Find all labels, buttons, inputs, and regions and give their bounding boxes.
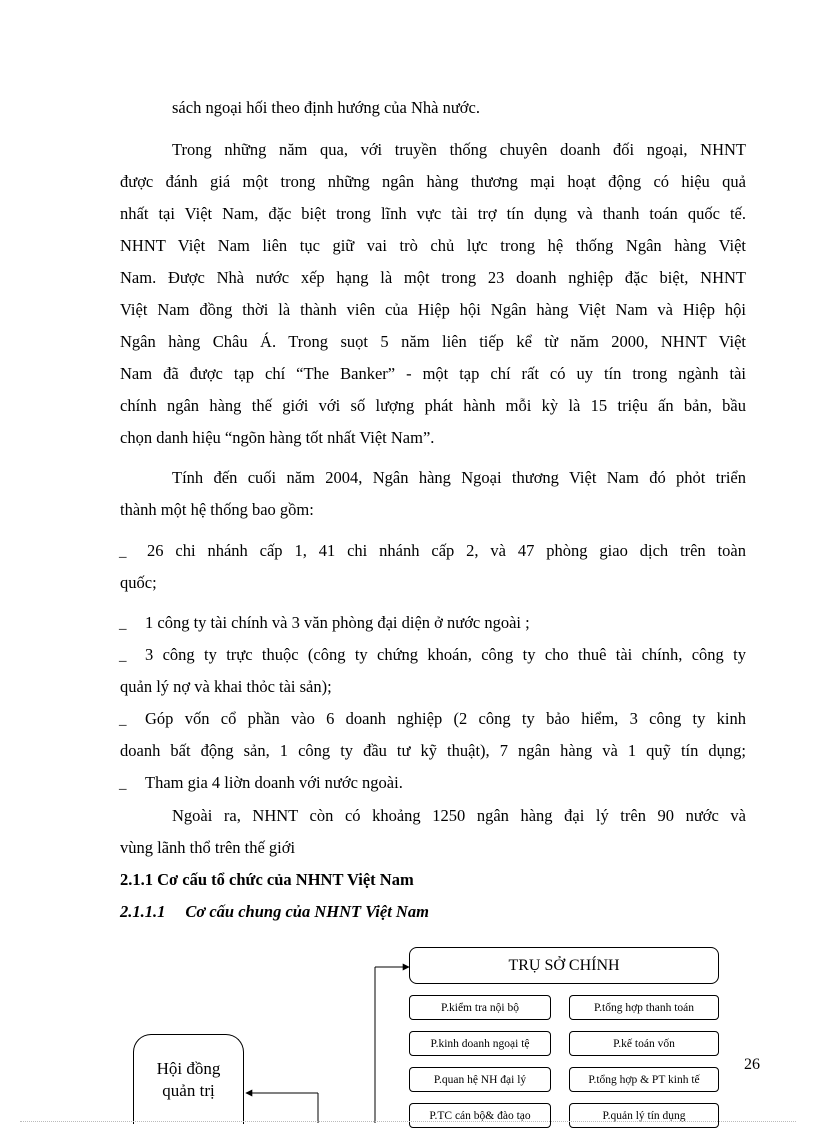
department-box [409,1031,551,1056]
text-line: Việt Nam đồng thời là thành viên của Hiệp hội Ngân hàng Việt Nam và Hiệp hội [120,300,746,319]
subsection-title: Cơ cấu chung của NHNT Việt Nam [185,902,429,921]
bullet-marker: _ [119,544,127,560]
board-box [133,1034,244,1124]
bullet-marker: _ [119,712,127,728]
text-line: doanh bất động sản, 1 công ty đầu tư kỹ thuật), 7 ngân hàng và 1 quỹ tín dụng; [120,741,746,760]
list-item: Góp vốn cổ phần vào 6 doanh nghiệp (2 công ty bảo hiểm, 3 công ty kinh [145,709,746,728]
department-box [409,1067,551,1092]
text-line: Tính đến cuối năm 2004, Ngân hàng Ngoại thương Việt Nam đó phỏt triển [172,468,746,487]
text-line: Trong những năm qua, với truyền thống chuyên doanh đối ngoại, NHNT [172,140,746,159]
department-label: P.quản lý tín dụng [602,1109,686,1122]
text-line: chọn danh hiệu “ngõn hàng tốt nhất Việt Nam”. [120,428,435,447]
department-box [569,1067,719,1092]
department-label: P.kế toán vốn [613,1037,675,1050]
text-line: Nam đã được tạp chí “The Banker” - một tạp chí rất có uy tín trong ngành tài [120,364,746,383]
page-edge-rule [20,1121,796,1122]
bullet-marker: _ [119,616,127,632]
text-line: sách ngoại hối theo định hướng của Nhà nước. [172,98,480,117]
text-line: NHNT Việt Nam liên tục giữ vai trò chủ lực trong hệ thống Ngân hàng Việt [120,236,746,255]
board-label-line: quản trị [162,1080,215,1100]
bullet-marker: _ [119,648,127,664]
text-line: Ngoài ra, NHNT còn có khoảng 1250 ngân hàng đại lý trên 90 nước và [172,806,746,825]
subsection-number: 2.1.1.1 [120,902,166,921]
text-line: quốc; [120,573,157,592]
list-item: 1 công ty tài chính và 3 văn phòng đại diện ở nước ngoài ; [145,613,530,632]
department-label: P.kinh doanh ngoại tệ [430,1037,530,1050]
text-line: Ngân hàng Châu Á. Trong suọt 5 năm liên tiếp kể từ năm 2000, NHNT Việt [120,332,746,351]
text-line: Nam. Được Nhà nước xếp hạng là một trong 23 doanh nghiệp đặc biệt, NHNT [120,268,746,287]
board-label-line: Hội đồng [156,1058,221,1078]
head-office-box [409,947,719,984]
text-line: nhất tại Việt Nam, đặc biệt trong lĩnh vực tài trợ tín dụng và thanh toán quốc tế. [120,204,746,223]
text-line: quản lý nợ và khai thỏc tài sản); [120,677,332,696]
department-label: P.quan hệ NH đại lý [433,1073,527,1086]
department-box [569,1031,719,1056]
text-line: được đánh giá một trong những ngân hàng thương mại hoạt động có hiệu quả [120,172,746,191]
text-line: vùng lãnh thổ trên thế giới [120,838,296,857]
department-label: P.tổng hợp & PT kinh tế [588,1073,700,1086]
department-label: P.TC cán bộ& đào tạo [429,1109,531,1122]
list-item: 26 chi nhánh cấp 1, 41 chi nhánh cấp 2, và 47 phòng giao dịch trên toàn [147,541,746,560]
department-label: P.kiểm tra nội bộ [441,1001,519,1014]
department-box [569,1103,719,1128]
head-office-label: TRỤ SỞ CHÍNH [508,956,620,974]
bullet-marker: _ [119,776,127,792]
department-box [409,995,551,1020]
list-item: 3 công ty trực thuộc (công ty chứng khoán, công ty cho thuê tài chính, công ty [145,645,746,664]
text-line: chính ngân hàng thế giới với số lượng phát hành mỗi kỳ là 15 triệu ấn bản, bầu [120,396,746,415]
section-heading: 2.1.1 Cơ cấu tổ chức của NHNT Việt Nam [120,870,414,889]
department-box [409,1103,551,1128]
department-box [569,995,719,1020]
department-label: P.tổng hợp thanh toán [594,1001,694,1014]
page-number: 26 [744,1056,760,1073]
text-line: thành một hệ thống bao gồm: [120,500,314,519]
list-item: Tham gia 4 liờn doanh với nước ngoài. [145,773,403,792]
